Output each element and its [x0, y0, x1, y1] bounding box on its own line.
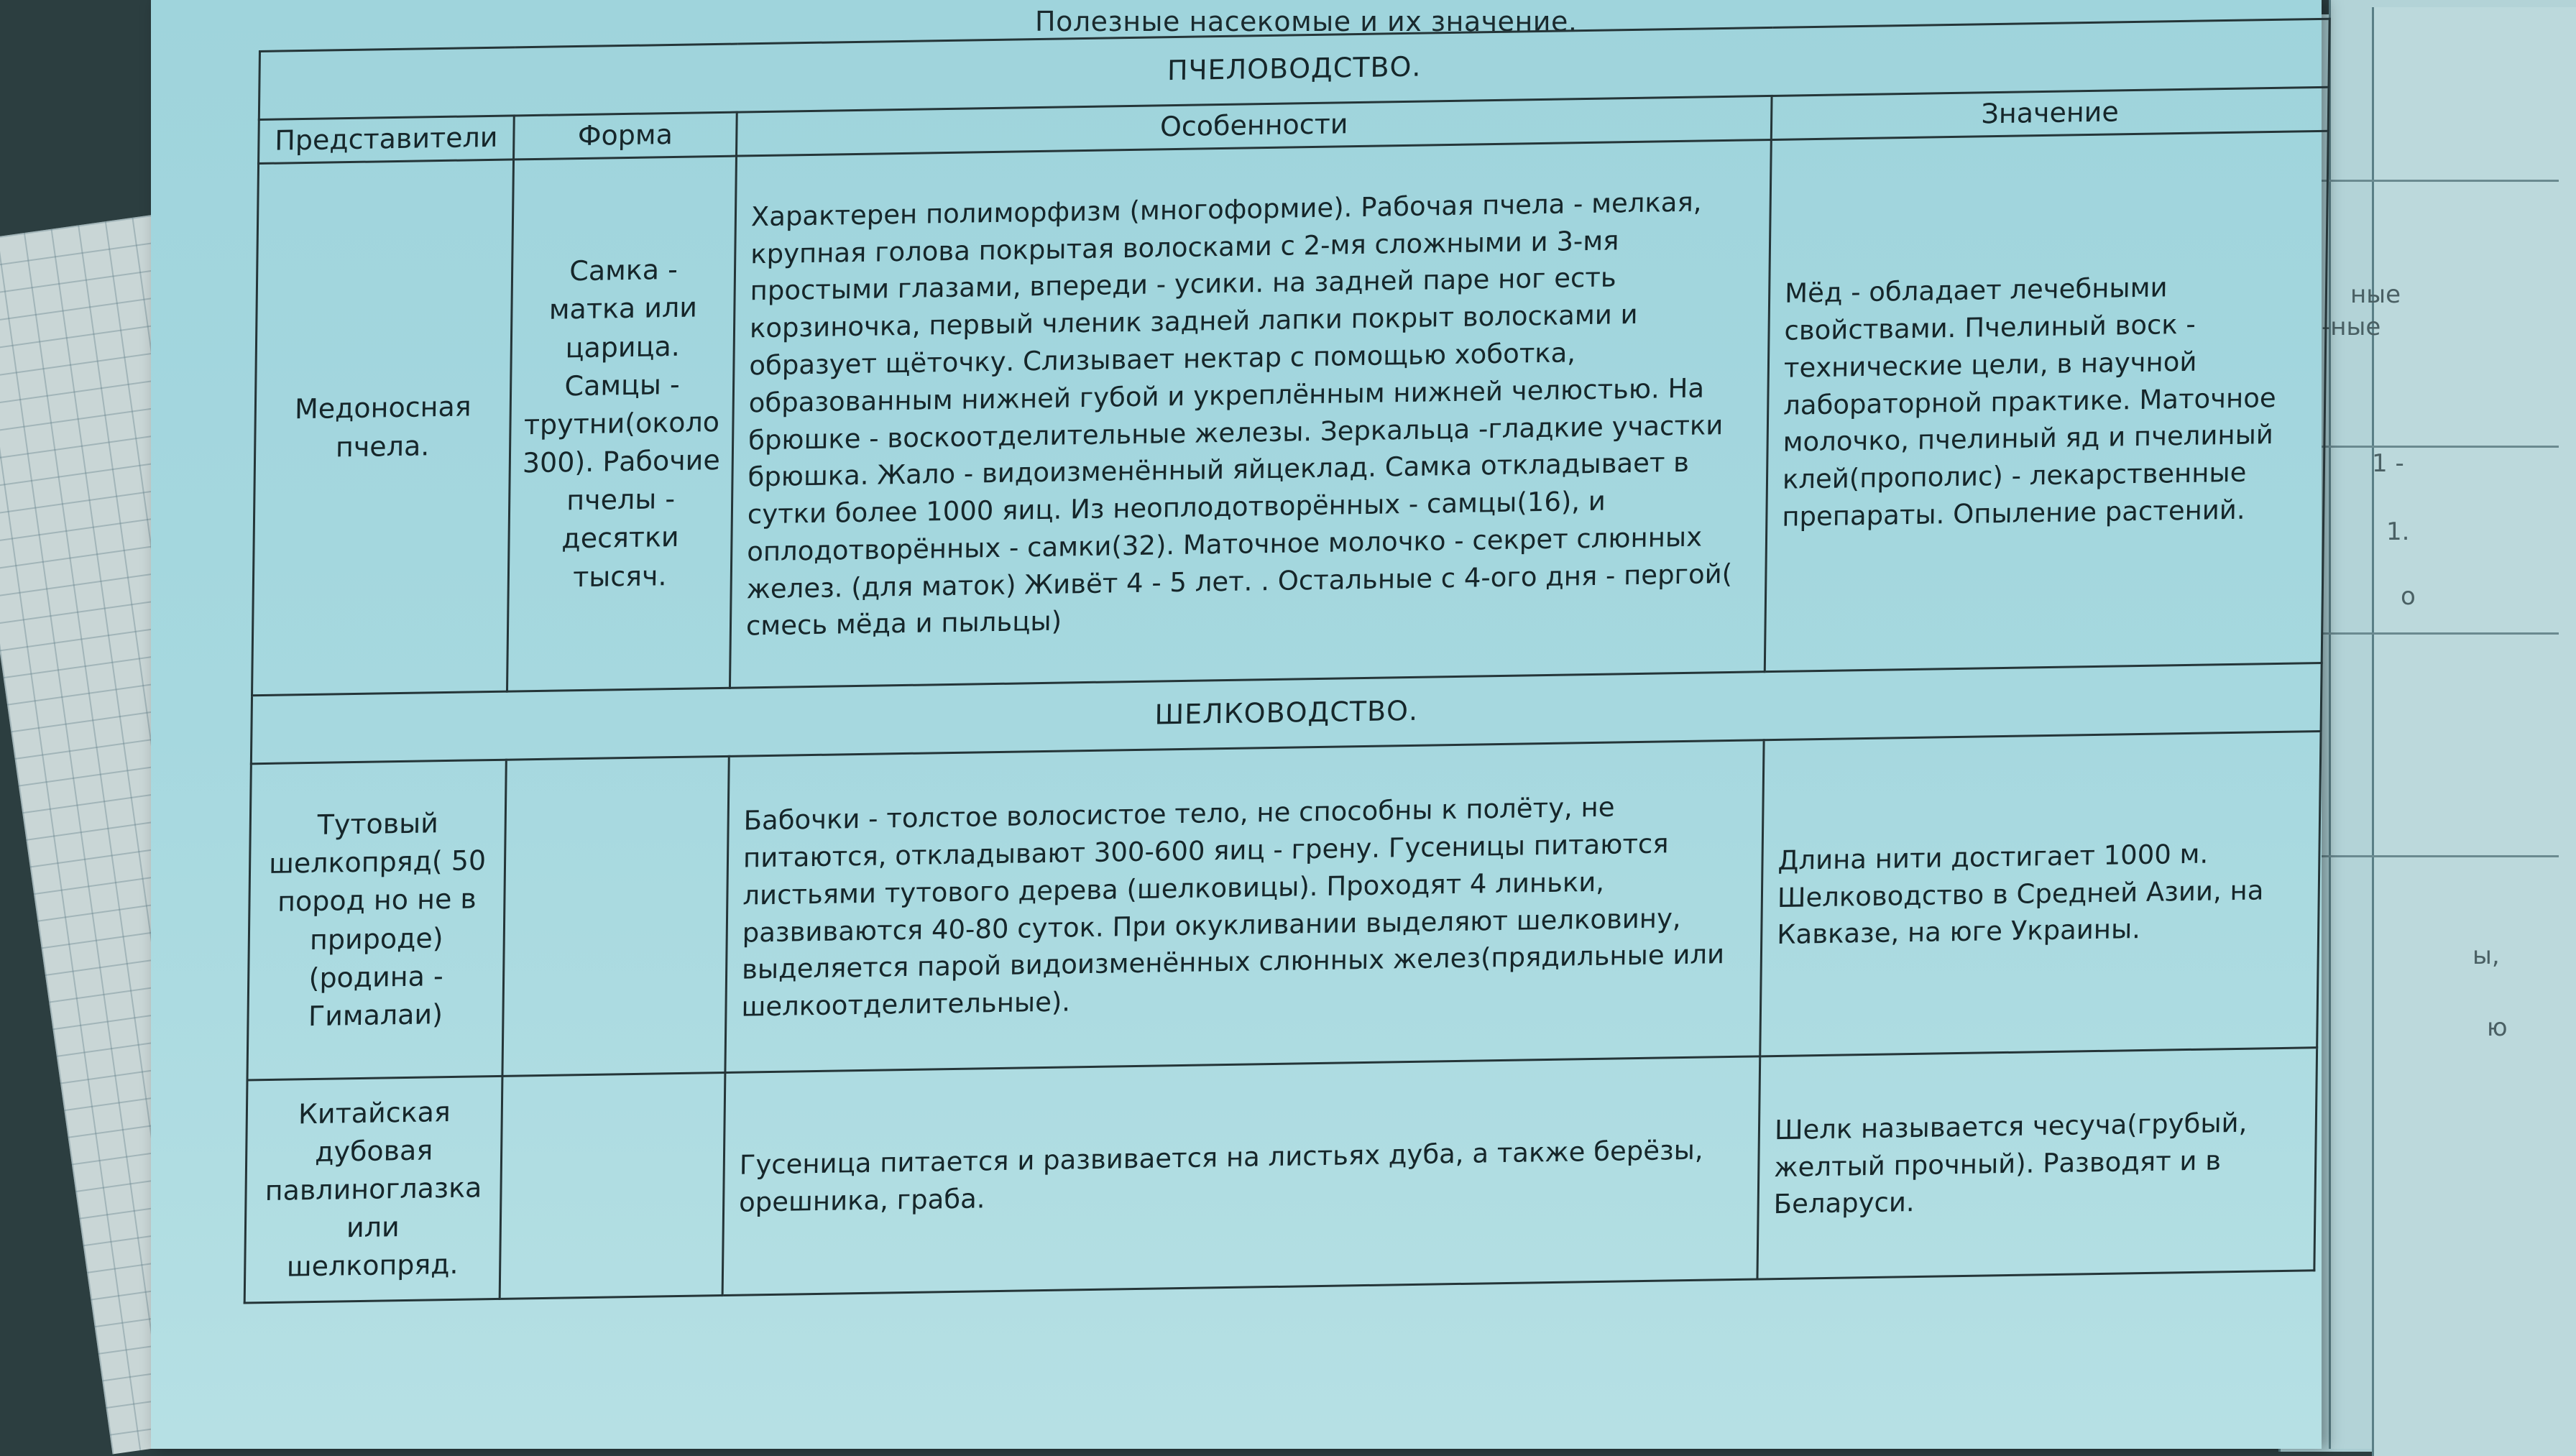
column-header-features: Особенности: [736, 96, 1772, 156]
cell-representative: Медоносная пчела.: [252, 160, 514, 696]
cell-form: [500, 1072, 725, 1299]
cell-form: [502, 756, 729, 1076]
column-header-form: Форма: [514, 112, 737, 160]
background-text-fragment: -ные: [2322, 313, 2381, 341]
background-text-fragment: 1.: [2386, 517, 2410, 546]
background-text-fragment: 1 -: [2372, 449, 2404, 478]
background-sheet-line: [2322, 632, 2559, 635]
insects-table-wrapper: [244, 18, 2329, 1304]
cell-significance: Мёд - обладает лечебными свойствами. Пчелиный воск - технические цели, в научной лабораторной практике. Маточное молочко, пчелиный яд и пчелиный клей(прополис) - лекарственные препараты. Опыление растений.: [1765, 131, 2328, 671]
table-row: [252, 131, 2329, 695]
cell-representative: Китайская дубовая павлиноглазка или шелкопряд.: [244, 1076, 502, 1303]
background-text-fragment: ы,: [2472, 941, 2500, 970]
background-text-fragment: ю: [2487, 1013, 2508, 1042]
section-heading-beekeeping: ПЧЕЛОВОДСТВО.: [259, 19, 2329, 119]
document-sheet: [151, 0, 2322, 1449]
cell-representative: Тутовый шелкопряд( 50 пород но не в природе) (родина - Гималаи): [247, 760, 506, 1080]
background-sheet-line: [2322, 855, 2559, 857]
cell-significance: Шелк называется чесуча(грубый, желтый прочный). Разводят и в Беларуси.: [1757, 1048, 2317, 1279]
column-header-significance: Значение: [1771, 87, 2329, 139]
column-header-representatives: Представители: [259, 116, 515, 164]
background-text-fragment: о: [2401, 582, 2416, 611]
cell-features: Гусеница питается и развивается на листьях дуба, а также берёзы, орешника, граба.: [722, 1056, 1760, 1296]
cell-features: Бабочки - толстое волосистое тело, не способны к полёту, не питаются, откладывают 300-600 яиц - грену. Гусеницы питаются листьями тутового дерева (шелковицы). Проходят 4 линьки, развиваются 40-80 суток. При окукливании выделяют шелковину, выделяется парой видоизменённых слюнных желез(прядильные или шелкоотделительные).: [725, 740, 1764, 1073]
background-sheet-line: [2322, 446, 2559, 448]
document-title: Полезные насекомые и их значение.: [1035, 6, 1578, 37]
section-heading-sericulture: ШЕЛКОВОДСТВО.: [251, 663, 2322, 764]
background-sheet-3: [2372, 7, 2576, 1456]
table-row: [244, 1048, 2317, 1303]
insects-table: [244, 18, 2331, 1304]
cell-form: Самка - матка или царица. Самцы - трутни(около 300). Рабочие пчелы - десятки тысяч.: [507, 156, 736, 691]
cell-features: Характерен полиморфизм (многоформие). Рабочая пчела - мелкая, крупная голова покрытая волосками с 2-мя сложными и 3-мя простыми глазами, впереди - усики. на задней паре ног есть корзиночка, первый членик задней лапки покрыт волосками и образует щёточку. Слизывает нектар с помощью хоботка, образованным нижней губой и укреплённым нижней челюстью. На брюшке - воскоотделительные железы. Зеркальца -гладкие участки брюшка. Жало - видоизменённый яйцеклад. Самка откладывает в сутки более 1000 яиц. Из неоплодотворённых - самцы(16), и оплодотворённых - самки(32). Маточное молочко - секрет слюнных желез. (для маток) Живёт 4 - 5 лет. . Остальные с 4-ого дня - пергой( смесь мёда и пыльцы): [730, 139, 1771, 688]
table-row: [247, 732, 2321, 1080]
background-sheet-line: [2322, 180, 2559, 182]
cell-significance: Длина нити достигает 1000 м. Шелководство в Средней Азии, на Кавказе, на юге Украины.: [1760, 732, 2321, 1056]
background-text-fragment: ные: [2350, 280, 2401, 309]
